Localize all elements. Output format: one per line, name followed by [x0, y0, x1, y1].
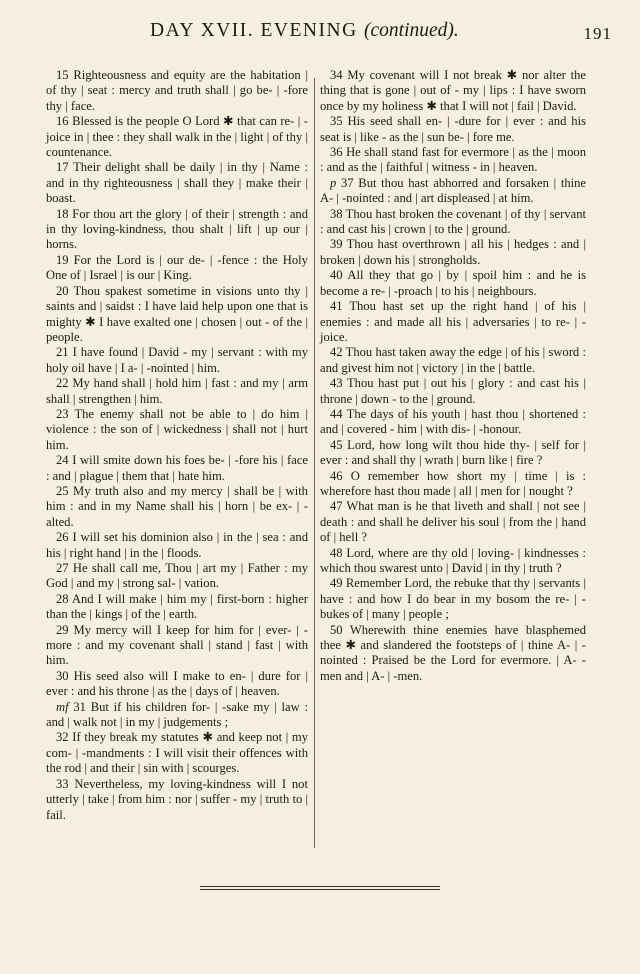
- verse-text: But thou hast abhorred and forsaken | thine A- | -nointed : and | art displeased | at him.: [320, 175, 586, 206]
- verse-text: I have found | David - my | servant : with my holy oil have | I a- | -nointed | him.: [46, 345, 308, 375]
- verse-text: He shall call me, Thou | art my | Father : my God | and my | strong sal- | vation.: [46, 561, 308, 591]
- page-title: DAY XVII. EVENING: [150, 20, 358, 41]
- dynamic-mark: p: [330, 175, 337, 190]
- verse-number: 35: [330, 114, 343, 129]
- verse-text: My truth also and my mercy | shall be | with him : and in my Name shall his | horn | be ex- | -alted.: [46, 483, 308, 529]
- verse: [320, 145, 586, 176]
- verse-number: 43: [330, 376, 343, 391]
- verse: [46, 114, 308, 160]
- verse-number: 19: [56, 252, 69, 267]
- verse-number: 20: [56, 283, 69, 298]
- verse-number: 16: [56, 114, 69, 129]
- verse: [46, 777, 308, 823]
- verse-number: 42: [330, 345, 343, 360]
- verse-number: 36: [330, 145, 343, 160]
- verse: [46, 345, 308, 376]
- verse-number: 49: [330, 576, 343, 591]
- right-column: [320, 68, 586, 684]
- verse-text: Thou hast put | out his | glory : and cast his | throne | down - to the | ground.: [320, 376, 587, 406]
- verse-text: Thou hast taken away the edge | of his | sword : and givest him not | victory | in the | battle.: [320, 345, 586, 375]
- verse-text: I will set his dominion also | in the | sea : and his | right hand | in the | floods.: [46, 530, 308, 560]
- verse: [320, 576, 586, 622]
- verse-number: 27: [56, 561, 69, 575]
- verse-text: Thou spakest sometime in visions unto thy | saints and | saidst : I have laid help upon one that is mighty ✱ I have exalted one | chosen | out - of the | people.: [46, 283, 309, 344]
- verse-number: 17: [56, 160, 69, 175]
- verse: [320, 469, 586, 500]
- verse-number: 24: [56, 453, 69, 468]
- verse: [46, 284, 308, 346]
- verse-number: 18: [56, 206, 69, 221]
- verse: [320, 268, 586, 299]
- verse-number: 29: [56, 622, 69, 637]
- verse: [46, 376, 308, 407]
- page-number: 191: [583, 24, 612, 43]
- verse-number: 26: [56, 530, 69, 545]
- verse: [320, 499, 586, 545]
- verse: [46, 453, 308, 484]
- verse-number: 22: [56, 376, 69, 391]
- verse: [320, 623, 586, 685]
- verse-number: 38: [330, 206, 343, 221]
- verse: [320, 207, 586, 238]
- verse-text: Lord, where are thy old | loving- | kindnesses : which thou swarest unto | David | in thy | truth ?: [320, 545, 586, 575]
- verse-text: The enemy shall not be able to | do him | violence : the son of | wickedness | shall not | hurt him.: [46, 406, 308, 452]
- verse-number: 34: [330, 68, 343, 82]
- verse-text: And I will make | him my | first-born : higher than the | kings | of the | earth.: [46, 591, 308, 622]
- page-header: [150, 20, 560, 42]
- verse-text: Thou hast set up the right hand | of his | enemies : and made all his | adversaries | to re- | -joice.: [320, 299, 587, 344]
- verse: [320, 407, 586, 438]
- verse-number: 41: [330, 299, 343, 314]
- verse-number: 15: [56, 68, 69, 82]
- verse-text: O remember how short my | time | is : wherefore hast thou made | all | men for | nought ?: [320, 468, 586, 498]
- verse: [320, 345, 586, 376]
- verse-text: My hand shall | hold him | fast : and my | arm shall | strengthen | him.: [46, 376, 309, 406]
- verse: [320, 438, 586, 469]
- verse-number: 45: [330, 437, 343, 452]
- verse-text: Lord, how long wilt thou hide thy- | self for | ever : and shall thy | wrath | burn like | fire ?: [320, 437, 586, 468]
- verse: [320, 68, 586, 114]
- verse-number: 25: [56, 483, 69, 498]
- verse-text: The days of his youth | hast thou | shortened : and | covered - him | with dis- | -honour.: [320, 406, 587, 437]
- verse-number: 21: [56, 345, 69, 360]
- verse: [320, 114, 586, 145]
- verse-text: My covenant will I not break ✱ nor alter the thing that is gone | out of - my | lips : I have sworn once by my holiness ✱ that I will not | fail | David.: [320, 68, 586, 113]
- bottom-rule: [200, 889, 440, 890]
- verse-text: Nevertheless, my loving-kindness will I not utterly | take | from him : nor | suffer - my | truth to | fail.: [46, 776, 308, 822]
- verse-text: My mercy will I keep for him for | ever- | -more : and my covenant shall | stand | fast | with him.: [46, 622, 308, 668]
- verse-text: Remember Lord, the rebuke that thy | servants | have : and how I do bear in my bosom the re- | -bukes of | many | people ;: [320, 576, 586, 622]
- verse: [46, 407, 308, 453]
- verse-number: 44: [330, 406, 343, 421]
- verse: [320, 176, 586, 207]
- verse: [46, 68, 308, 114]
- verse-number: 30: [56, 668, 69, 683]
- verse-number: 31: [73, 699, 86, 714]
- verse: [46, 700, 308, 731]
- verse-text: His seed also will I make to en- | dure for | ever : and his throne | as the | days of | heaven.: [46, 668, 308, 699]
- page-title-continued: (continued).: [364, 20, 459, 41]
- verse: [320, 299, 586, 345]
- verse: [46, 669, 308, 700]
- verse-text: But if his children for- | -sake my | law : and | walk not | in my | judgements ;: [46, 699, 308, 730]
- verse-text: Righteousness and equity are the habitation | of thy | seat : mercy and truth shall | go be- | -fore thy | face.: [46, 68, 308, 113]
- verse: [320, 546, 586, 577]
- verse-number: 32: [56, 730, 69, 745]
- verse-text: He shall stand fast for evermore | as the | moon : and as the | faithful | witness - in | heaven.: [320, 145, 586, 175]
- verse-number: 39: [330, 237, 343, 252]
- verse: [320, 376, 586, 407]
- verse-text: If they break my statutes ✱ and keep not | my com- | -mandments : I will visit their offences with the rod | and their | sin with | scourges.: [46, 730, 308, 776]
- verse-text: I will smite down his foes be- | -fore his | face : and | plague | them that | hate him.: [46, 453, 308, 483]
- verse-text: His seed shall en- | -dure for | ever : and his seat is | like - as the | sun be- | fore me.: [320, 114, 587, 144]
- verse-text: For thou art the glory | of their | strength : and in thy loving-kindness, thou shalt | lift | up our | horns.: [46, 206, 308, 252]
- verse: [46, 730, 308, 776]
- dynamic-mark: mf: [56, 699, 69, 714]
- verse: [46, 207, 308, 253]
- verse-number: 50: [330, 622, 343, 637]
- verse-text: All they that go | by | spoil him : and he is become a re- | -proach | to his | neighbours.: [320, 268, 586, 298]
- verse-number: 23: [56, 406, 69, 421]
- verse-text: Blessed is the people O Lord ✱ that can re- | -joice in | thee : they shall walk in the | light | of thy | countenance.: [46, 114, 308, 160]
- verse-number: 28: [56, 591, 69, 606]
- bottom-rule: [200, 886, 440, 887]
- verse-text: Their delight shall be daily | in thy | Name : and in thy righteousness | shall they | make their | boast.: [46, 160, 309, 206]
- verse: [46, 623, 308, 669]
- verse-text: Thou hast overthrown | all his | hedges : and | broken | down his | strongholds.: [320, 237, 587, 267]
- verse-number: 46: [330, 468, 343, 483]
- verse-text: Thou hast broken the covenant | of thy | servant : and cast his | crown | to the | ground.: [320, 206, 587, 237]
- verse: [46, 484, 308, 530]
- verse-text: For the Lord is | our de- | -fence : the Holy One of | Israel | is our | King.: [46, 252, 308, 283]
- verse-number: 48: [330, 545, 343, 560]
- verse-text: What man is he that liveth and shall | not see | death : and shall he deliver his soul | from the | hand of | hell ?: [320, 499, 587, 545]
- column-divider: [314, 78, 315, 848]
- verse: [46, 530, 308, 561]
- verse-number: 47: [330, 499, 343, 514]
- verse: [320, 237, 586, 268]
- verse-number: 40: [330, 268, 343, 283]
- verse: [46, 160, 308, 206]
- verse-text: Wherewith thine enemies have blasphemed thee ✱ and slandered the footsteps of | thine A- | -nointed : Praised be the Lord for evermore. | A- -men and | A- | -men.: [320, 622, 586, 683]
- verse: [46, 592, 308, 623]
- verse-number: 33: [56, 776, 69, 791]
- left-column: [46, 68, 308, 823]
- verse-number: 37: [341, 175, 354, 190]
- verse: [46, 253, 308, 284]
- verse: [46, 561, 308, 592]
